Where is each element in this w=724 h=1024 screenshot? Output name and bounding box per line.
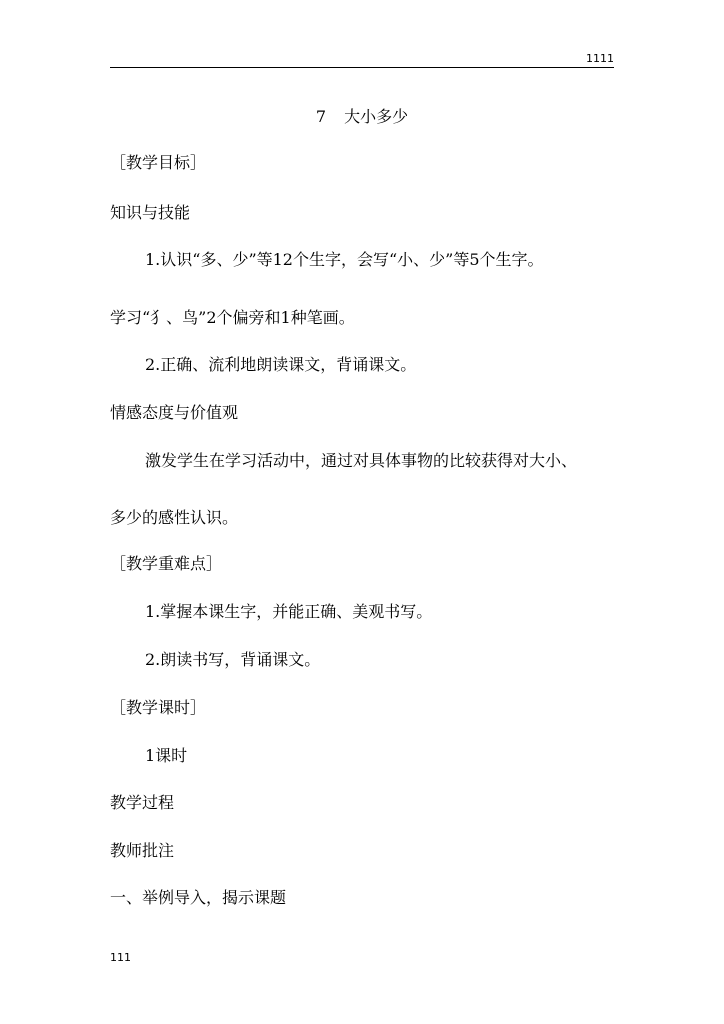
subheading-teacher-notes: 教师批注 — [110, 841, 175, 860]
section-heading-class-hours: ［教学课时］ — [110, 698, 207, 717]
attitude-paragraph-continued: 多少的感性认识。 — [110, 508, 239, 527]
key-point-item-1: 1.掌握本课生字，并能正确、美观书写。 — [145, 602, 433, 621]
header-rule — [110, 67, 614, 68]
objective-item-1-continued: 学习“犭、鸟”2个偏旁和1种笔画。 — [110, 308, 355, 327]
step-heading-1: 一、举例导入，揭示课题 — [110, 888, 287, 907]
subheading-knowledge-skills: 知识与技能 — [110, 203, 191, 222]
section-heading-key-points: ［教学重难点］ — [110, 554, 223, 573]
footer-page-label: 111 — [110, 951, 131, 964]
section-heading-objectives: ［教学目标］ — [110, 153, 207, 172]
objective-item-1: 1.认识“多、少”等12个生字，会写“小、少”等5个生字。 — [145, 250, 544, 269]
header-page-label: 1111 — [586, 52, 614, 65]
lesson-title — [0, 106, 724, 128]
key-point-item-2: 2.朗读书写，背诵课文。 — [145, 650, 321, 669]
lesson-number: 7 — [315, 107, 327, 126]
subheading-teaching-process: 教学过程 — [110, 793, 175, 812]
objective-item-2: 2.正确、流利地朗读课文，背诵课文。 — [145, 355, 417, 374]
subheading-attitude-values: 情感态度与价值观 — [110, 403, 239, 422]
lesson-title-text: 大小多少 — [344, 107, 409, 126]
class-hours-value: 1课时 — [145, 746, 188, 765]
attitude-paragraph: 激发学生在学习活动中，通过对具体事物的比较获得对大小、 — [145, 451, 578, 470]
